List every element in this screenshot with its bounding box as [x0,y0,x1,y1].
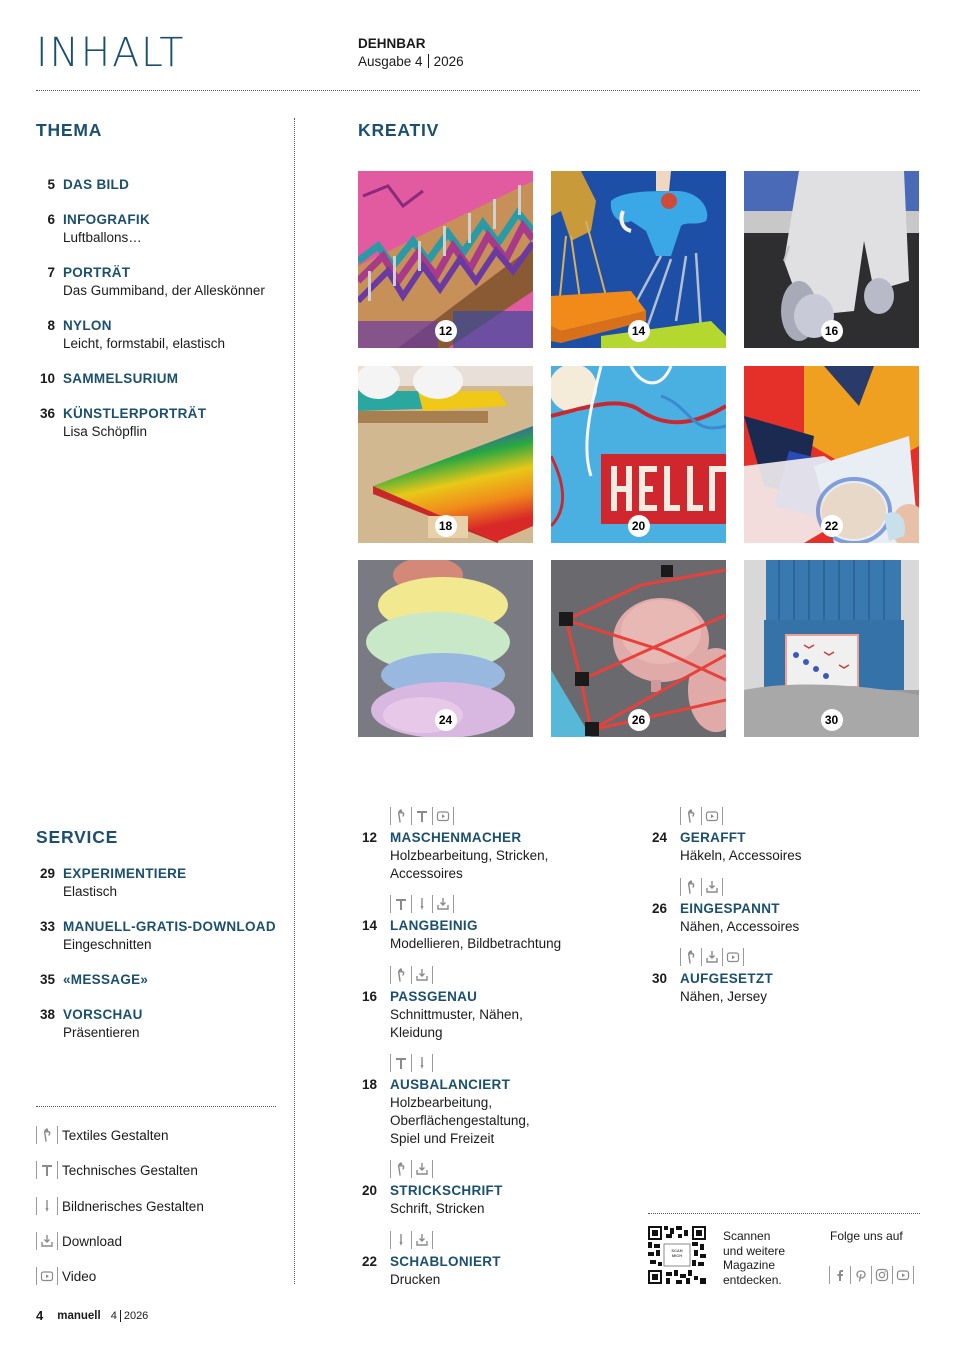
toc-item[interactable] [47,211,150,247]
page-badge: 14 [628,320,650,342]
textile-icon [681,948,701,966]
issue-name: DEHNBAR [358,36,426,51]
article-thumbnail-beanie[interactable] [744,560,919,737]
page-number: 36 [39,406,55,421]
page-number: 12 [361,830,377,845]
scan-text-line: und weitere [723,1243,786,1258]
category-icons [680,947,744,967]
toc-subtitle: Spiel und Freizeit [390,1131,495,1146]
toc-subtitle: Luftballons… [63,230,142,245]
category-icons [390,1053,433,1073]
youtube-icon[interactable] [893,1266,913,1284]
toc-subtitle: Eingeschnitten [63,937,152,952]
section-heading-service: SERVICE [36,827,119,847]
toc-item[interactable] [39,918,276,954]
section-heading-kreativ: KREATIV [358,120,440,140]
toc-title: AUFGESETZT [680,971,773,986]
toc-item[interactable] [361,1076,530,1148]
toc-title: EINGESPANNT [680,901,780,916]
legend-item [36,1125,169,1145]
follow-label: Folge uns auf [830,1229,903,1243]
legend-item [36,1196,204,1216]
page-number: 4 [36,1308,44,1323]
textile-icon [391,1160,411,1178]
page-number: 16 [361,989,377,1004]
page-badge: 12 [435,320,457,342]
page-badge: 18 [435,515,457,537]
page-badge: 20 [628,515,650,537]
divider [648,1213,920,1214]
divider [36,1106,276,1107]
legend-item [36,1231,122,1251]
toc-title: «MESSAGE» [63,972,149,987]
visual-icon [412,1054,432,1072]
toc-subtitle: Holzbearbeitung, [390,1095,493,1110]
toc-subtitle: Nähen, Accessoires [680,919,800,934]
page-number: 29 [39,866,55,881]
toc-subtitle: Das Gummiband, der Alleskönner [63,283,265,298]
toc-subtitle: Lisa Schöpflin [63,424,148,439]
textile-icon [37,1126,57,1144]
legend-label: Textiles Gestalten [62,1127,169,1143]
video-icon [37,1267,57,1285]
page-badge: 30 [821,709,843,731]
technical-icon [412,807,432,825]
toc-item[interactable] [651,829,802,865]
article-thumbnail-clay-animals[interactable] [551,171,726,348]
page-number: 18 [361,1077,377,1092]
toc-item[interactable] [651,900,800,936]
toc-item[interactable] [39,1006,143,1042]
toc-title: LANGBEINIG [390,918,478,933]
toc-item[interactable] [361,1253,501,1289]
facebook-icon[interactable] [830,1266,850,1284]
page-footer [36,1308,148,1323]
toc-item[interactable] [361,917,562,953]
toc-title: MASCHENMACHER [390,830,522,845]
toc-item[interactable] [361,1182,503,1218]
toc-title: STRICKSCHRIFT [390,1183,503,1198]
toc-subtitle: Holzbearbeitung, Stricken, [390,848,549,863]
toc-item[interactable] [47,317,226,353]
toc-item[interactable] [361,988,523,1042]
toc-title: VORSCHAU [63,1007,143,1022]
toc-subtitle: Accessoires [390,866,463,881]
toc-title: SCHABLONIERT [390,1254,501,1269]
visual-icon [412,895,432,913]
category-icons [390,965,433,985]
download-icon [412,1160,432,1178]
issue-year: 2026 [433,54,464,69]
legend-label: Technisches Gestalten [62,1162,198,1178]
download-icon [412,1231,432,1249]
page-number: 24 [651,830,667,845]
toc-title: AUSBALANCIERT [390,1077,511,1092]
toc-title: INFOGRAFIK [63,212,150,227]
footer-issue: 4 [110,1309,117,1322]
legend-item [36,1160,198,1180]
download-icon [702,948,722,966]
category-icons [390,806,454,826]
download-icon [433,895,453,913]
textile-icon [681,878,701,896]
textile-icon [681,807,701,825]
download-icon [37,1232,57,1250]
separator [120,1310,121,1322]
page-badge: 16 [821,320,843,342]
toc-title: KÜNSTLERPORTRÄT [63,406,207,421]
social-links [829,1265,914,1285]
technical-icon [391,1054,411,1072]
issue-label: Ausgabe 4 [358,54,423,69]
page-number: 26 [651,901,667,916]
article-thumbnail-headphones[interactable] [551,560,726,737]
page-number: 10 [39,371,55,386]
toc-title: NYLON [63,318,112,333]
scan-text-line: Magazine [723,1258,776,1272]
page-number: 7 [47,265,55,280]
category-icons [390,1159,433,1179]
toc-subtitle: Schnittmuster, Nähen, [390,1007,523,1022]
toc-title: MANUELL-GRATIS-DOWNLOAD [63,919,276,934]
download-icon [702,878,722,896]
column-divider [294,118,295,1284]
toc-subtitle: Nähen, Jersey [680,989,768,1004]
category-icons [390,1230,433,1250]
page-badge: 24 [435,709,457,731]
toc-item[interactable] [651,970,773,1006]
page-number: 6 [47,212,55,227]
category-icons [680,806,723,826]
section-heading-thema: THEMA [36,120,103,140]
toc-item[interactable] [47,264,265,300]
toc-subtitle: Präsentieren [63,1025,140,1040]
page-number: 22 [361,1254,377,1269]
toc-item[interactable] [361,829,549,883]
page-number: 30 [651,971,667,986]
brand-name: manuell [57,1309,101,1322]
toc-title: EXPERIMENTIERE [63,866,187,881]
technical-icon [391,895,411,913]
page-badge: 22 [821,515,843,537]
textile-icon [391,966,411,984]
page-badge: 26 [628,709,650,731]
scan-text-line: Scannen [723,1229,771,1243]
technical-icon [37,1161,57,1179]
article-thumbnail-scrunchies[interactable] [358,560,533,737]
legend-label: Bildnerisches Gestalten [62,1198,204,1214]
toc-title: DAS BILD [63,177,130,192]
instagram-icon[interactable] [872,1266,892,1284]
toc-title: PASSGENAU [390,989,478,1004]
article-thumbnail-sweatpants[interactable] [744,171,919,348]
toc-item[interactable] [47,176,130,194]
page-number: 5 [47,177,55,192]
toc-title: PORTRÄT [63,265,131,280]
legend-label: Video [62,1268,97,1284]
scan-text-line: entdecken. [723,1272,782,1287]
toc-subtitle: Häkeln, Accessoires [680,848,802,863]
toc-subtitle: Kleidung [390,1025,443,1040]
page-number: 14 [361,918,377,933]
article-thumbnail-knitted-hello[interactable] [551,366,726,543]
toc-subtitle: Drucken [390,1272,441,1287]
article-thumbnail-balance-board[interactable] [358,366,533,543]
page-title: INHALT [36,30,186,76]
toc-subtitle: Oberflächengestaltung, [390,1113,530,1128]
category-icons [680,877,723,897]
visual-icon [391,1231,411,1249]
legend-label: Download [62,1233,123,1249]
category-icons [390,894,454,914]
footer-year: 2026 [123,1309,149,1322]
qr-label: SCAN MICH [671,1248,683,1258]
issue-info [358,35,464,71]
divider [36,90,920,91]
toc-item[interactable] [39,405,207,441]
visual-icon [37,1197,57,1215]
toc-item[interactable] [39,370,179,388]
textile-icon [391,807,411,825]
legend-item [36,1266,96,1286]
toc-subtitle: Schrift, Stricken [390,1201,485,1216]
page-number: 38 [39,1007,55,1022]
page-number: 20 [361,1183,377,1198]
article-thumbnail-stencil-print[interactable] [744,366,919,543]
toc-title: GERAFFT [680,830,746,845]
scan-text [723,1229,785,1287]
toc-subtitle: Leicht, formstabil, elastisch [63,336,226,351]
qr-code[interactable] [648,1226,706,1284]
separator [428,54,429,68]
download-icon [412,966,432,984]
video-icon [433,807,453,825]
toc-item[interactable] [39,865,187,901]
toc-title: SAMMELSURIUM [63,371,179,386]
toc-item[interactable] [39,971,149,989]
pinterest-icon[interactable] [851,1266,871,1284]
video-icon [723,948,743,966]
article-thumbnail-yarn-loom[interactable] [358,171,533,348]
toc-subtitle: Elastisch [63,884,118,899]
page-number: 35 [39,972,55,987]
toc-subtitle: Modellieren, Bildbetrachtung [390,936,562,951]
video-icon [702,807,722,825]
page-number: 33 [39,919,55,934]
page-number: 8 [47,318,55,333]
